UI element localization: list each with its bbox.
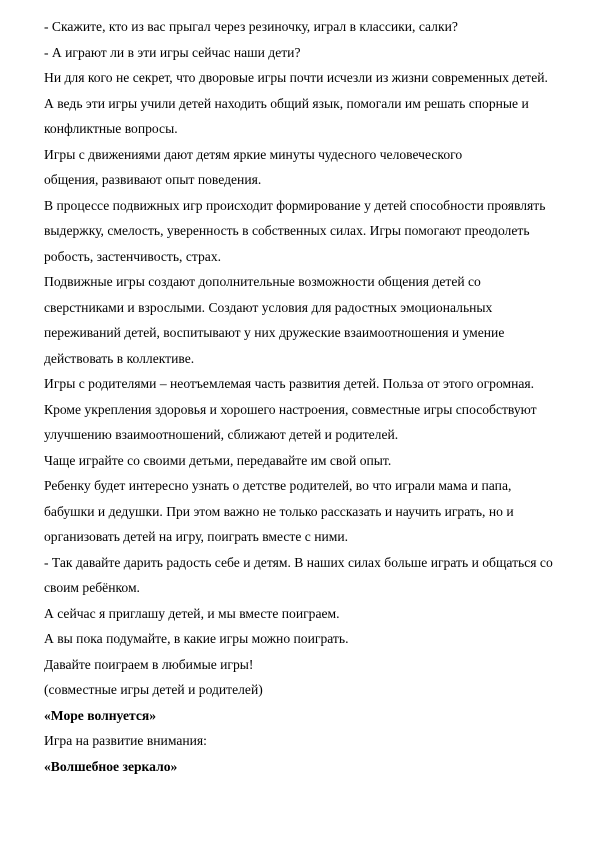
text-line: Игры с родителями – неотъемлемая часть развития детей. Польза от этого огромная. xyxy=(44,376,535,391)
text-line: Ни для кого не секрет, что дворовые игры почти исчезли из жизни современных детей. xyxy=(44,70,548,85)
text-line: А вы пока подумайте, в какие игры можно поиграть. xyxy=(44,631,349,646)
text-line: робость, застенчивость, страх. xyxy=(44,248,222,264)
text-line: Чаще играйте со своими детьми, передавайте им свой опыт. xyxy=(44,452,392,468)
text-line: - Скажите, кто из вас прыгал через резиночку, играл в классики, салки? xyxy=(44,19,458,34)
text-line: своим ребёнком. xyxy=(44,580,140,595)
text-line: Давайте поиграем в любимые игры! xyxy=(44,656,254,672)
text-line: сверстниками и взрослыми. Создают условия для радостных эмоциональных xyxy=(44,299,493,315)
text-line: бабушки и дедушки. При этом важно не только рассказать и научить играть, но и xyxy=(44,503,514,519)
game-title-more-volnuetsya: «Море волнуется» xyxy=(44,707,157,723)
text-line: выдержку, смелость, уверенность в собственных силах. Игры помогают преодолеть xyxy=(44,223,530,238)
text-line: организовать детей на игру, поиграть вместе с ними. xyxy=(44,529,349,544)
text-line: конфликтные вопросы. xyxy=(44,121,178,136)
text-line: - Так давайте дарить радость себе и детям. В наших силах больше играть и общаться со xyxy=(44,554,553,570)
text-line: Игры с движениями дают детям яркие минуты чудесного человеческого xyxy=(44,146,463,162)
text-line: Игра на развитие внимания: xyxy=(44,733,207,748)
text-line: общения, развивают опыт поведения. xyxy=(44,172,262,187)
text-line: Кроме укрепления здоровья и хорошего настроения, совместные игры способствуют xyxy=(44,401,537,417)
text-line: Подвижные игры создают дополнительные возможности общения детей со xyxy=(44,274,481,289)
text-line: улучшению взаимоотношений, сближают детей и родителей. xyxy=(44,427,399,442)
text-line: (совместные игры детей и родителей) xyxy=(44,682,263,697)
text-line: В процессе подвижных игр происходит формирование у детей способности проявлять xyxy=(44,197,546,213)
text-line: - А играют ли в эти игры сейчас наши дети? xyxy=(44,44,301,60)
text-line: действовать в коллективе. xyxy=(44,350,195,366)
document-body xyxy=(44,14,574,779)
game-title-volshebnoe-zerkalo: «Волшебное зеркало» xyxy=(44,758,178,774)
text-line: Ребенку будет интересно узнать о детстве родителей, во что играли мама и папа, xyxy=(44,478,512,493)
text-line: А ведь эти игры учили детей находить общий язык, помогали им решать спорные и xyxy=(44,95,529,111)
text-line: А сейчас я приглашу детей, и мы вместе поиграем. xyxy=(44,605,340,621)
text-line: переживаний детей, воспитывают у них дружеские взаимоотношения и умение xyxy=(44,325,505,340)
